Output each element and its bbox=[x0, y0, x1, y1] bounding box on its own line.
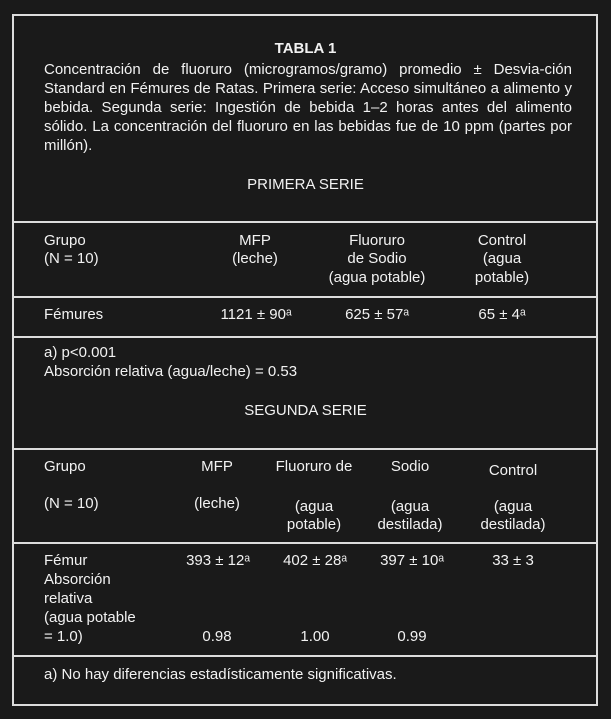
s1-cell-control: 65 ± 4ᵃ bbox=[478, 306, 526, 323]
s1-header-grupo: Grupo bbox=[44, 232, 86, 249]
s1-header-mfp: MFP bbox=[239, 232, 271, 249]
s2-header-mfp-sub: (leche) bbox=[194, 495, 240, 512]
table-title: TABLA 1 bbox=[274, 40, 337, 57]
s2-header-mfp: MFP bbox=[201, 458, 233, 475]
s2-row-label: relativa bbox=[44, 590, 93, 607]
divider bbox=[12, 542, 598, 544]
s2-cell-control: 33 ± 3 bbox=[492, 552, 534, 569]
s1-header-mfp-sub: (leche) bbox=[232, 250, 278, 267]
divider bbox=[12, 336, 598, 338]
s1-header-control: Control bbox=[477, 232, 527, 249]
s2-header-sodio-2: (agua bbox=[390, 498, 430, 515]
s2-header-sodio-3: destilada) bbox=[377, 516, 443, 533]
s2-note: a) No hay diferencias estadísticamente significativas. bbox=[44, 666, 397, 683]
serie1-heading: PRIMERA SERIE bbox=[247, 176, 364, 193]
s1-header-control-2: (agua bbox=[482, 250, 522, 267]
s2-header-sodio: Sodio bbox=[390, 458, 430, 475]
s2-header-fluoruro-2: (agua bbox=[294, 498, 334, 515]
divider bbox=[12, 296, 598, 298]
s2-header-control: Control bbox=[488, 462, 538, 479]
s1-header-n: (N = 10) bbox=[44, 250, 99, 267]
divider bbox=[12, 655, 598, 657]
serie2-heading: SEGUNDA SERIE bbox=[244, 402, 367, 419]
s2-cell-sodio: 397 ± 10ᵃ bbox=[380, 552, 444, 569]
s1-cell-fluoruro: 625 ± 57ᵃ bbox=[345, 306, 409, 323]
s2-header-control-3: destilada) bbox=[480, 516, 546, 533]
s1-cell-mfp: 1121 ± 90ᵃ bbox=[220, 306, 292, 323]
s2-header-control-2: (agua bbox=[493, 498, 533, 515]
s2-row-label: = 1.0) bbox=[44, 628, 83, 645]
s2-header-fluoruro: Fluoruro de bbox=[275, 458, 353, 475]
s1-header-fluoruro-3: (agua potable) bbox=[328, 269, 426, 286]
table-description: Concentración de fluoruro (microgramos/gramo) promedio ± Desvia-ción Standard en Fémures de Ratas. Primera serie: Acceso simultáneo a alimento y bebida. Segunda serie: Ingestión de bebida 1–2 horas antes del alimento sólido. La concentración del fluoruro en las bebidas fue de 10 ppm (partes por millón). bbox=[44, 61, 572, 154]
s1-note-a: a) p<0.001 bbox=[44, 344, 117, 361]
s1-header-fluoruro-2: de Sodio bbox=[347, 250, 407, 267]
s2-cell-mfp: 393 ± 12ᵃ bbox=[186, 552, 250, 569]
divider bbox=[12, 448, 598, 450]
s2-row-label: (agua potable bbox=[44, 609, 136, 626]
s2-abs-fluoruro: 1.00 bbox=[300, 628, 330, 645]
s1-note-b: Absorción relativa (agua/leche) = 0.53 bbox=[44, 363, 298, 380]
s2-abs-mfp: 0.98 bbox=[202, 628, 232, 645]
s1-header-control-3: potable) bbox=[474, 269, 530, 286]
s2-header-n: (N = 10) bbox=[44, 495, 99, 512]
s2-header-fluoruro-3: potable) bbox=[286, 516, 342, 533]
s2-header-grupo: Grupo bbox=[44, 458, 86, 475]
s2-row-label: Absorción bbox=[44, 571, 111, 588]
s1-header-fluoruro: Fluoruro bbox=[349, 232, 405, 249]
s2-row-label: Fémur bbox=[44, 552, 88, 569]
s2-cell-fluoruro: 402 ± 28ᵃ bbox=[283, 552, 347, 569]
s1-row-label: Fémures bbox=[44, 306, 104, 323]
divider bbox=[12, 221, 598, 223]
s2-abs-sodio: 0.99 bbox=[397, 628, 427, 645]
